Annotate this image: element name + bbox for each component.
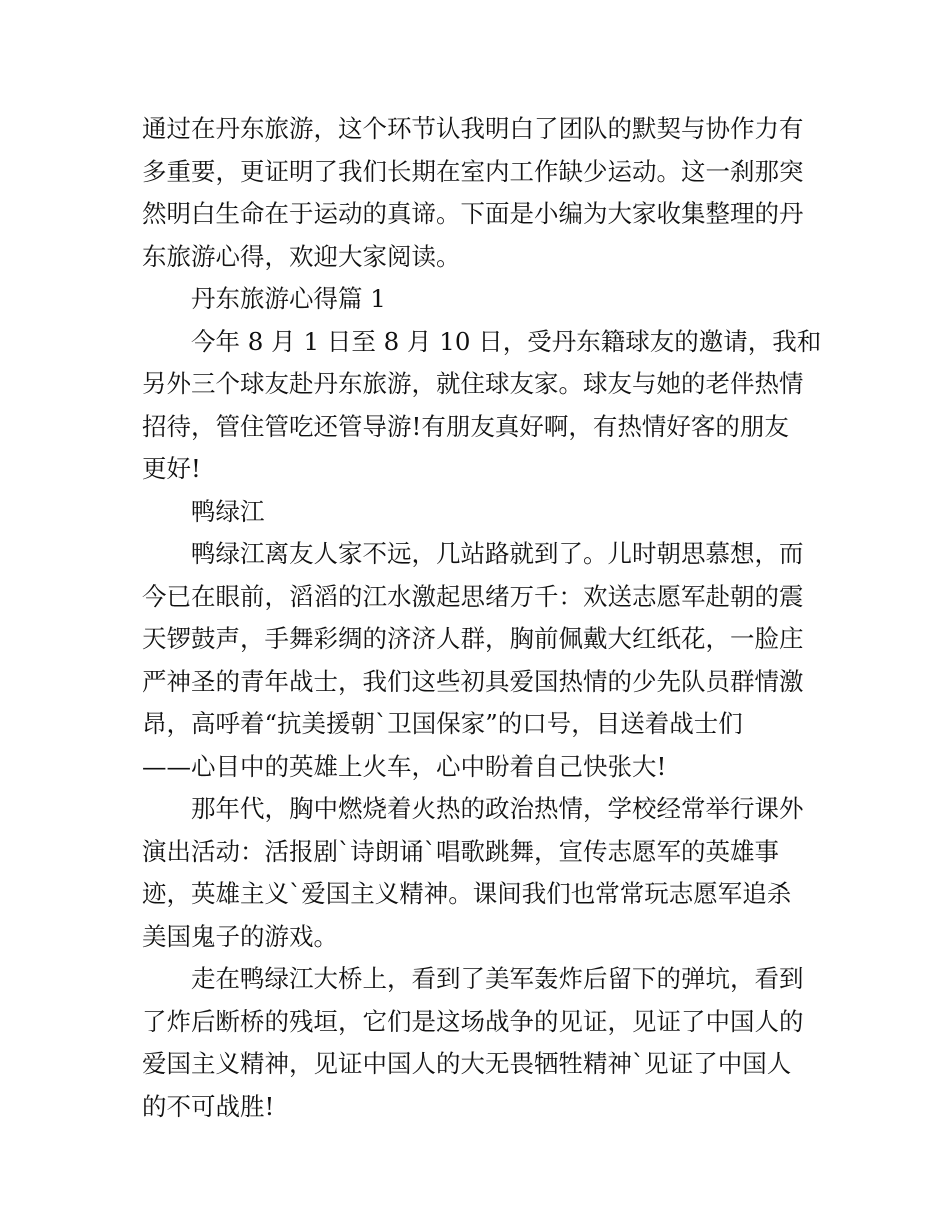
text-line: 多重要，更证明了我们长期在室内工作缺少运动。这一刹那突 <box>142 156 804 186</box>
text-line: 然明白生命在于运动的真谛。下面是小编为大家收集整理的丹 <box>142 199 804 228</box>
text-line: 通过在丹东旅游，这个环节认我明白了团队的默契与协作力有 <box>142 114 804 143</box>
text-line: 鸭绿江离友人家不远，几站路就到了。儿时朝思慕想，而 <box>191 539 804 568</box>
section-heading: 丹东旅游心得篇 1 <box>191 284 386 313</box>
text-line: 招待，管住管吃还管导游!有朋友真好啊，有热情好客的朋友 <box>142 411 789 441</box>
text-line: 爱国主义精神，见证中国人的大无畏牺牲精神`见证了中国人 <box>142 1049 792 1078</box>
text-line: 演出活动：活报剧`诗朗诵`唱歌跳舞，宣传志愿军的英雄事 <box>142 836 779 866</box>
text-line: 更好! <box>142 454 201 483</box>
text-line: ——心目中的英雄上火车，心中盼着自己快张大! <box>142 751 667 781</box>
article-body <box>142 108 822 1128</box>
text-line: 迹，英雄主义`爱国主义精神。课间我们也常常玩志愿军追杀 <box>142 879 792 908</box>
text-line: 天锣鼓声，手舞彩绸的济济人群，胸前佩戴大红纸花，一脸庄 <box>142 624 804 653</box>
text-line: 东旅游心得，欢迎大家阅读。 <box>142 241 461 271</box>
subsection-heading: 鸭绿江 <box>191 496 265 526</box>
text-line: 今年 8 月 1 日至 8 月 10 日，受丹东籍球友的邀请，我和 <box>191 326 822 356</box>
text-line: 了炸后断桥的残垣，它们是这场战争的见证，见证了中国人的 <box>142 1006 804 1036</box>
text-line: 严神圣的青年战士，我们这些初具爱国热情的少先队员群情激 <box>142 666 804 696</box>
text-line: 今已在眼前，滔滔的江水激起思绪万千：欢送志愿军赴朝的震 <box>142 581 804 611</box>
text-line: 另外三个球友赴丹东旅游，就住球友家。球友与她的老伴热情 <box>142 369 804 398</box>
text-line: 的不可战胜! <box>142 1091 275 1121</box>
text-line: 美国鬼子的游戏。 <box>142 921 338 951</box>
text-line: 昂，高呼着“抗美援朝`卫国保家”的口号，目送着战士们 <box>142 709 743 738</box>
text-line: 走在鸭绿江大桥上，看到了美军轰炸后留下的弹坑，看到 <box>191 964 804 993</box>
text-line: 那年代，胸中燃烧着火热的政治热情，学校经常举行课外 <box>191 794 804 823</box>
